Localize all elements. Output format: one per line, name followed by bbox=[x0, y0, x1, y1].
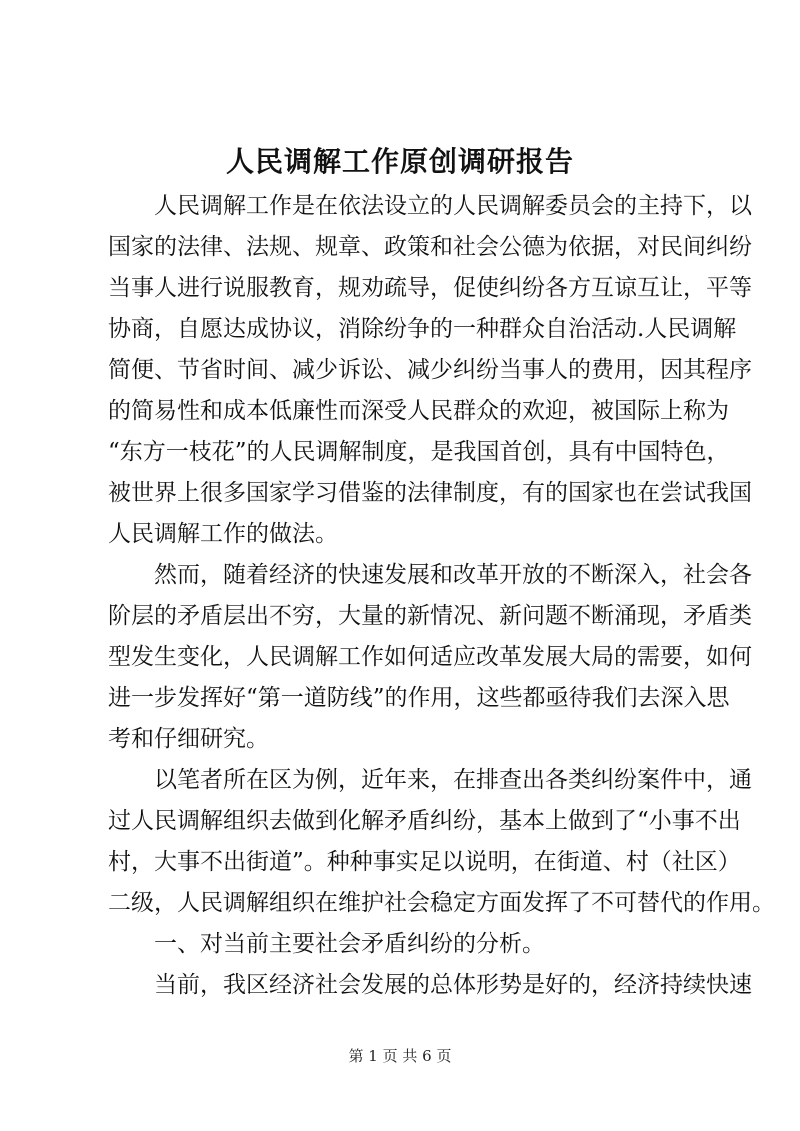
text-line: 当事人进行说服教育，规劝疏导，促使纠纷各方互谅互让，平等 bbox=[108, 275, 752, 301]
text-line: “东方一枝花”的人民调解制度，是我国首创，具有中国特色， bbox=[108, 439, 730, 465]
text-line: 型发生变化，人民调解工作如何适应改革发展大局的需要，如何 bbox=[108, 644, 752, 670]
text-line: 考和仔细研究。 bbox=[108, 726, 269, 752]
page-number-footer: 第 1 页 共 6 页 bbox=[348, 1047, 452, 1065]
text-line: 简便、节省时间、减少诉讼、减少纠纷当事人的费用，因其程序 bbox=[108, 357, 752, 383]
paragraph bbox=[108, 555, 752, 760]
text-line: 然而，随着经济的快速发展和改革开放的不断深入，社会各 bbox=[154, 562, 752, 588]
text-line: 一、对当前主要社会矛盾纠纷的分析。 bbox=[154, 931, 545, 957]
text-line: 人民调解工作的做法。 bbox=[108, 521, 338, 547]
text-line: 国家的法律、法规、规章、政策和社会公德为依据，对民间纠纷 bbox=[108, 234, 752, 260]
text-line: 被世界上很多国家学习借鉴的法律制度，有的国家也在尝试我国 bbox=[108, 480, 752, 506]
text-line: 过人民调解组织去做到化解矛盾纠纷，基本上做到了“小事不出 bbox=[108, 808, 741, 834]
text-line: 人民调解工作是在依法设立的人民调解委员会的主持下，以 bbox=[154, 193, 752, 219]
text-line: 当前，我区经济社会发展的总体形势是好的，经济持续快速 bbox=[154, 972, 752, 998]
text-line: 以笔者所在区为例，近年来，在排查出各类纠纷案件中，通 bbox=[154, 767, 752, 793]
text-line: 进一步发挥好“第一道防线”的作用，这些都亟待我们去深入思 bbox=[108, 685, 730, 711]
document-title: 人民调解工作原创调研报告 bbox=[225, 145, 574, 178]
text-line: 协商，自愿达成协议，消除纷争的一种群众自治活动.人民调解 bbox=[108, 316, 737, 342]
document-body bbox=[108, 186, 775, 1006]
text-line: 村，大事不出街道”。种种事实足以说明，在街道、村（社区） bbox=[108, 849, 741, 875]
section-heading bbox=[108, 924, 712, 965]
paragraph bbox=[108, 965, 752, 1006]
paragraph bbox=[108, 760, 775, 924]
text-line: 二级，人民调解组织在维护社会稳定方面发挥了不可替代的作用。 bbox=[108, 890, 775, 916]
paragraph bbox=[108, 186, 752, 555]
text-line: 阶层的矛盾层出不穷，大量的新情况、新问题不断涌现，矛盾类 bbox=[108, 603, 752, 629]
text-line: 的简易性和成本低廉性而深受人民群众的欢迎，被国际上称为 bbox=[108, 398, 729, 424]
